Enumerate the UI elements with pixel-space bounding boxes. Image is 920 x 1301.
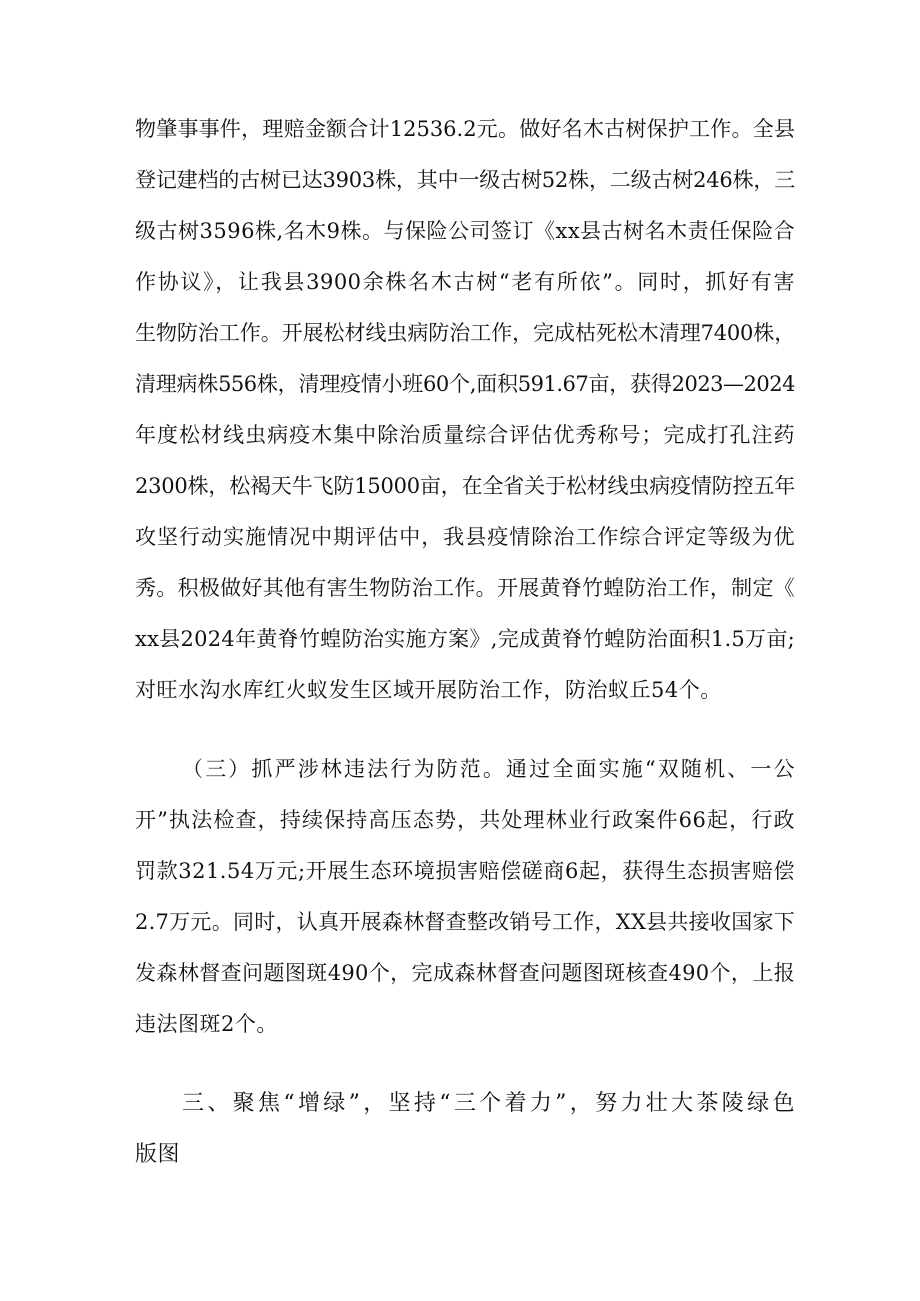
text-line: 罚款321.54万元;开展生态环境损害赔偿磋商6起，获得生态损害赔偿 xyxy=(135,859,795,883)
text-line: 登记建档的古树已达3903株，其中一级古树52株，二级古树246株，三 xyxy=(135,168,795,192)
text-line: （三）抓严涉林违法行为防范。通过全面实施“双随机、一公 xyxy=(182,757,795,781)
text-line: 清理病株556株，清理疫情小班60个,面积591.67亩，获得2023—2024 xyxy=(135,372,795,396)
text-line: 作协议》，让我县3900余株名木古树“老有所依”。同时，抓好有害 xyxy=(135,270,795,294)
text-line: xx县2024年黄脊竹蝗防治实施方案》,完成黄脊竹蝗防治面积1.5万亩; xyxy=(135,627,795,651)
text-line: 2.7万元。同时，认真开展森林督查整改销号工作，XX县共接收国家下 xyxy=(135,910,795,934)
text-line: 发森林督查问题图斑490个，完成森林督查问题图斑核查490个，上报 xyxy=(135,961,795,985)
text-line: 开”执法检查，持续保持高压态势，共处理林业行政案件66起，行政 xyxy=(135,808,795,832)
text-line: 违法图斑2个。 xyxy=(135,1012,278,1036)
text-line: 生物防治工作。开展松材线虫病防治工作，完成枯死松木清理7400株， xyxy=(135,321,795,345)
text-line: 秀。积极做好其他有害生物防治工作。开展黄脊竹蝗防治工作，制定《 xyxy=(135,576,795,600)
text-line: 攻坚行动实施情况中期评估中，我县疫情除治工作综合评定等级为优 xyxy=(135,525,795,549)
text-line: 2300株，松褐天牛飞防15000亩，在全省关于松材线虫病疫情防控五年 xyxy=(135,474,795,498)
heading-line: 三、聚焦“增绿”，坚持“三个着力”，努力壮大茶陵绿色 xyxy=(182,1091,795,1116)
heading-line: 版图 xyxy=(135,1142,181,1167)
text-line: 级古树3596株,名木9株。与保险公司签订《xx县古树名木责任保险合 xyxy=(135,219,796,243)
text-line: 物肇事事件，理赔金额合计12536.2元。做好名木古树保护工作。全县 xyxy=(135,117,795,141)
text-line: 对旺水沟水库红火蚁发生区域开展防治工作，防治蚁丘54个。 xyxy=(135,678,722,702)
text-line: 年度松材线虫病疫木集中除治质量综合评估优秀称号；完成打孔注药 xyxy=(135,423,795,447)
